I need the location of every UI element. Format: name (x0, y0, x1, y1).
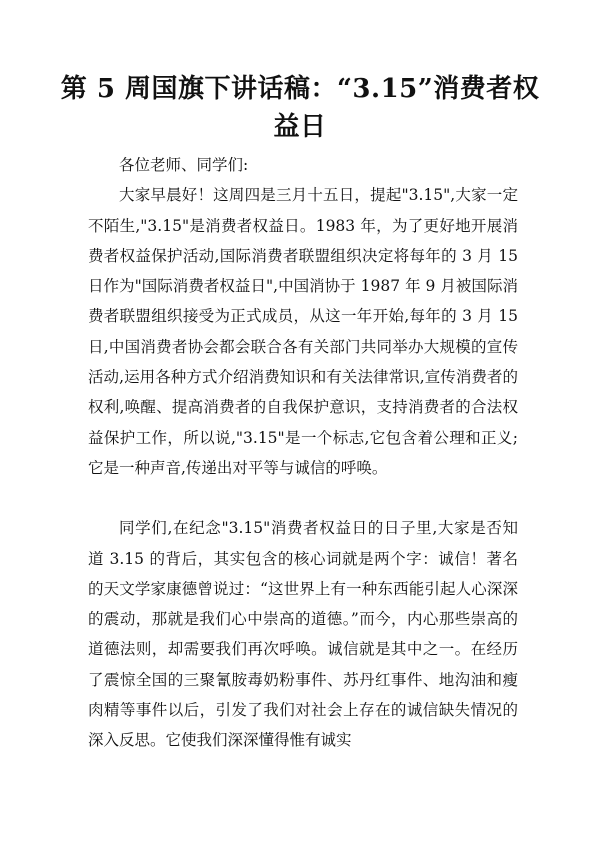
body-paragraph: 同学们,在纪念"3.15"消费者权益日的日子里,大家是否知道 3.15 的背后，其实包含的核心词就是两个字：诚信！著名的天文学家康德曾说过：“这世界上有一种东西能引起人心深深的震动，那就是我们心中崇高的道德。”而今，内心那些崇高的道德法则，却需要我们再次呼唤。诚信就是其中之一。在经历了震惊全国的三聚氰胺毒奶粉事件、苏丹红事件、地沟油和瘦肉精等事件以后，引发了我们对社会上存在的诚信缺失情况的深入反思。它使我们深深懂得惟有诚实 (88, 519, 518, 750)
document-body (88, 150, 518, 756)
greeting-line: 各位老师、同学们: (119, 156, 249, 174)
document-title: 第 5 周国旗下讲话稿：“3.15”消费者权益日 (60, 74, 540, 142)
body-paragraph: 大家早晨好！这周四是三月十五日，提起"3.15",大家一定不陌生,"3.15"是消费者权益日。1983 年，为了更好地开展消费者权益保护活动,国际消费者联盟组织决定将每年的 3 月 15 日作为"国际消费者权益日",中国消协于 1987 年 9 月被国际消费者联盟组织接受为正式成员，从这一年开始,每年的 3 月 15 日,中国消费者协会都会联合各有关部门共同举办大规模的宣传活动,运用各种方式介绍消费知识和有关法律常识,宣传消费者的权利,唤醒、提高消费者的自我保护意识，支持消费者的合法权益保护工作，所以说,"3.15"是一个标志,它包含着公理和正义;它是一种声音,传递出对平等与诚信的呼唤。 (88, 186, 518, 477)
